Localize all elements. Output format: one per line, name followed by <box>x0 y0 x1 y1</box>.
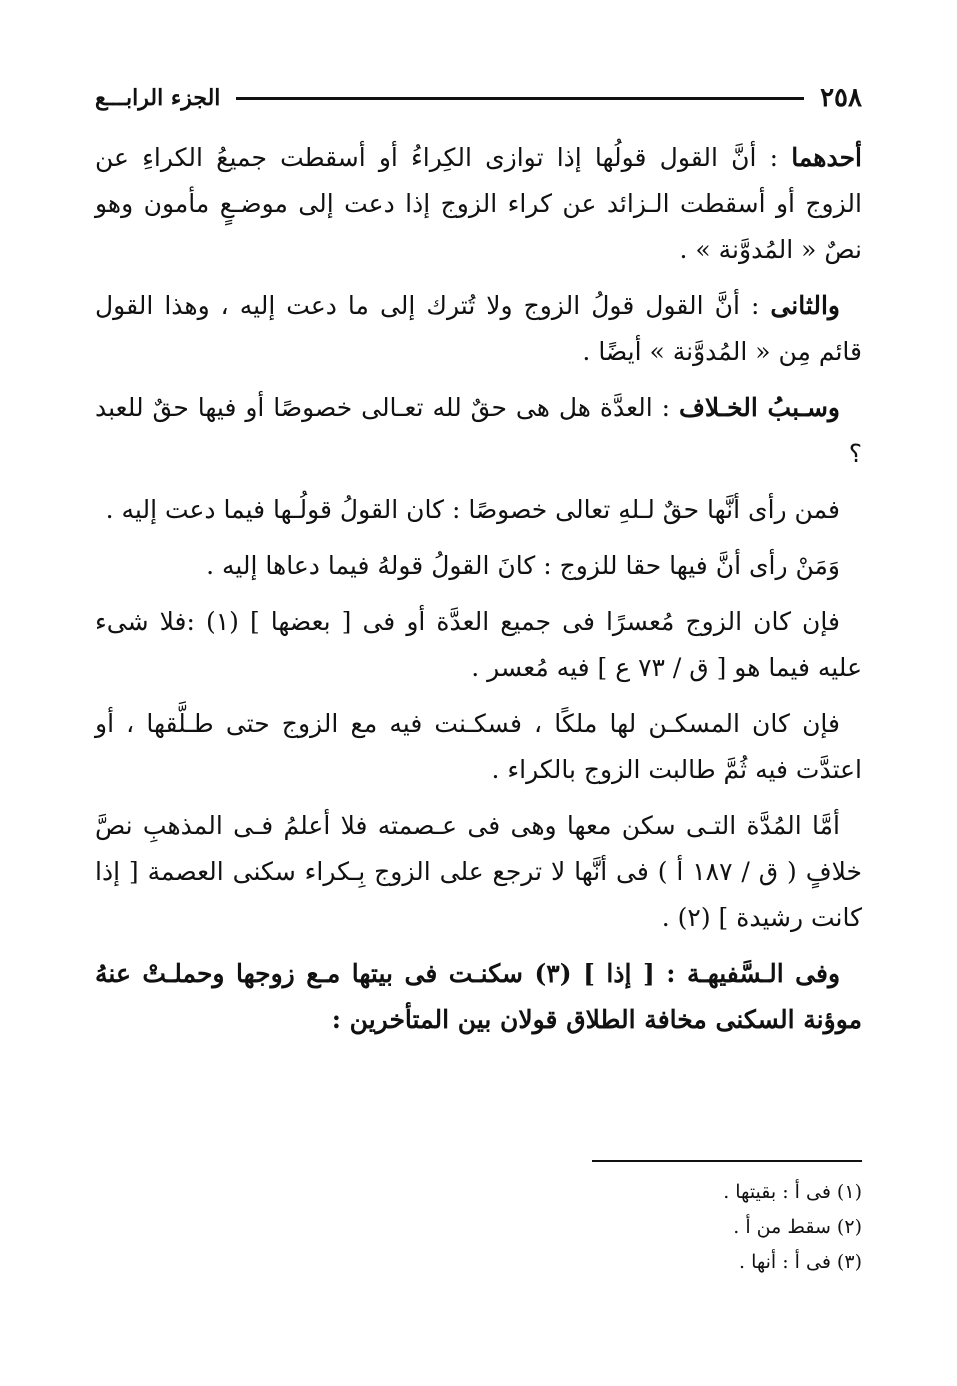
paragraph-text: فإن كان المسكـن لها ملكًا ، فسكـنت فيه مع الزوج حتى طـلَّقها ، أو اعتدَّت فيه ثُمَّ طالبت الزوج بالكراء . <box>95 709 862 784</box>
paragraph-text: : العدَّة هل هى حقٌ لله تعـالى خصوصًا أو فيها حقٌ للعبد ؟ <box>95 393 862 468</box>
footnotes <box>95 1175 862 1280</box>
paragraph <box>95 385 862 477</box>
footnote-rule <box>592 1160 862 1162</box>
paragraph <box>95 803 862 941</box>
footnote: (١) فى أ : بقيتها . <box>723 1181 862 1203</box>
paragraph-text: : أنَّ القول قولُ الزوج ولا تُترك إلى ما دعت إليه ، وهذا القول قائم مِن « المُدوَّنة » أيضًا . <box>95 291 862 366</box>
footnote: (٣) فى أ : أنها . <box>738 1251 862 1273</box>
paragraph-lead: وسـببُ الخـلاف <box>679 393 840 422</box>
paragraph-text: : أنَّ القول قولُها إذا توازى الكِراءُ أو أسقطت جميعُ الكراءِ عن الزوج أو أسقطت الـزائد عن كراء الزوج إذا دعت إلى موضـعٍ مأمون وهو نصٌ « المُدوَّنة » . <box>95 143 862 264</box>
header-rule <box>236 97 804 100</box>
paragraph-text: وَمَنْ رأى أنَّ فيها حقا للزوج : كانَ القولُ قولهُ فيما دعاها إليه . <box>206 551 840 580</box>
main-text <box>95 135 862 1053</box>
page-header <box>95 78 862 118</box>
paragraph-text: أمَّا المُدَّة التـى سكن معها وهى فى عـصمته فلا أعلمُ فـى المذهبِ نصَّ خلافٍ ( ق / ١٨٧ أ ) فى أنَّها لا ترجع على الزوج بِـكراء سكنى العصمة [ إذا كانت رشيدة ] (٢) . <box>95 811 862 932</box>
paragraph-lead: والثانى <box>770 291 840 320</box>
paragraph <box>95 487 862 533</box>
page-number: ٢٥٨ <box>820 83 862 113</box>
bold-paragraph: وفى الـسَّفيهـة : [ إذا ] (٣) سكنـت فى بيتها مـع زوجها وحملـتْ عنهُ موؤنة السكنى مخافة الطلاق قولان بين المتأخرين : <box>95 959 862 1034</box>
running-title: الجزء الرابـــع <box>95 85 221 111</box>
paragraph <box>95 283 862 375</box>
paragraph-text: فمن رأى أنَّها حقٌ لـلهِ تعالى خصوصًا : كان القولُ قولُـها فيما دعت إليه . <box>105 495 840 524</box>
paragraph-lead: أحدهما <box>791 143 862 172</box>
paragraph <box>95 701 862 793</box>
paragraph <box>95 599 862 691</box>
paragraph <box>95 135 862 273</box>
footnote: (٢) سقط من أ . <box>733 1216 862 1238</box>
paragraph <box>95 543 862 589</box>
paragraph-text: فإن كان الزوج مُعسرًا فى جميع العدَّة أو فى [ بعضها ] (١) :فلا شىء عليه فيما هو [ ق / ٧٣ ع ] فيه مُعسر . <box>95 607 862 682</box>
